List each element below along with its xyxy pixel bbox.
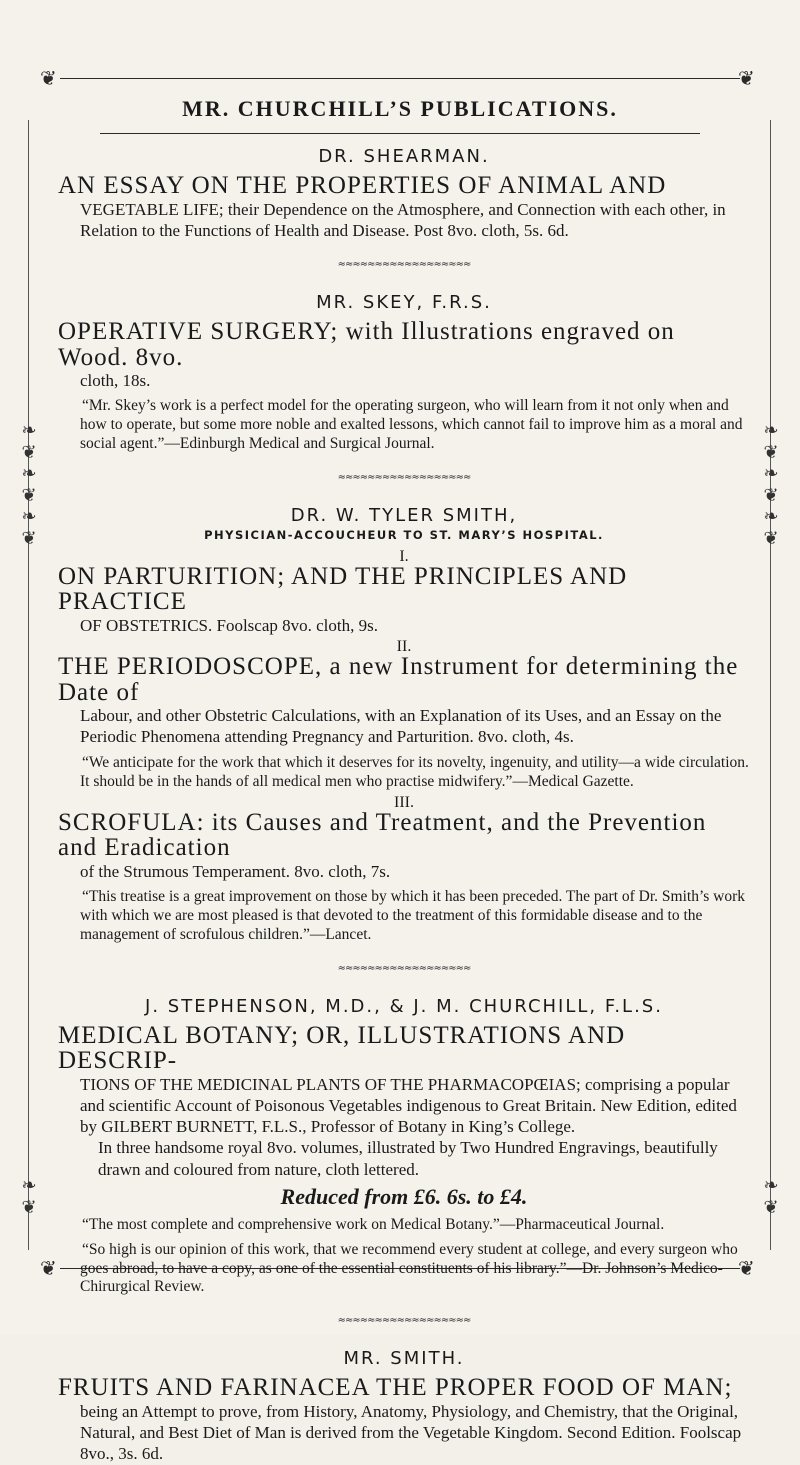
price-line: Reduced from £6. 6s. to £4. [280,1183,528,1209]
left-border-rule [28,120,31,1250]
vine-ornament-icon: ❧ ❦ ❧ ❦ ❧ ❦ [21,420,37,549]
author-subtitle: PHYSICIAN-ACCOUCHEUR TO ST. MARY’S HOSPITAL. [204,527,604,542]
section-divider: ≈≈≈≈≈≈≈≈≈≈≈≈≈≈≈≈≈≈ [337,471,471,483]
review-quote: “Mr. Skey’s work is a perfect model for the operating surgeon, who will learn from it not only when and how to operate, but some more noble and exalted lessons, which cannot fail to improve him as a moral and social agent.”—Edinburgh Medical and Surgical Journal. [80,397,743,453]
corner-ornament-icon: ❦ [40,66,57,90]
book-title: ON PARTURITION; AND THE PRINCIPLES AND PRACTICE [58,562,628,616]
header-underline-rule [100,133,700,136]
book-title: AN ESSAY ON THE PROPERTIES OF ANIMAL AND [58,172,667,199]
book-description: Labour, and other Obstetric Calculations, with an Explanation of its Uses, and an Essay on the Periodic Phenomena attending Pregnancy and Parturition. 8vo. cloth, 4s. [80,706,722,747]
review-quote: “This treatise is a great improvement on those by which it has been preceded. The part of Dr. Smith’s work with which we are most pleased is that devoted to the treatment of this formidable disease and to the management of scrofulous children.”—Lancet. [80,887,746,943]
corner-ornament-icon: ❦ [738,66,755,90]
book-description: TIONS OF THE MEDICINAL PLANTS OF THE PHARMACOPŒIAS; comprising a popular and scientific Account of Poisonous Vegetables indigenous to Great Britain. New Edition, edited by GILBERT BURNETT, F.L.S., Professor of Botany in King’s College. [80,1074,737,1136]
review-quote: “We anticipate for the work that which it deserves for its novelty, ingenuity, and utility—a wide circulation. It should be in the hands of all medical men who practise midwifery.”—Medical Gazette. [80,753,749,790]
entry-stephenson-churchill [58,996,750,1298]
review-quote: “The most complete and comprehensive work on Medical Botany.”—Pharmaceutical Journal. [82,1215,665,1233]
catalogue-content [58,140,750,1465]
book-title: OPERATIVE SURGERY; with Illustrations engraved on Wood. 8vo. [58,318,675,371]
section-divider: ≈≈≈≈≈≈≈≈≈≈≈≈≈≈≈≈≈≈ [337,1315,471,1327]
author-name: DR. W. TYLER SMITH, [290,504,518,526]
entry-skey [58,292,750,454]
author-name: MR. SKEY, F.R.S. [316,292,492,313]
entry-smith [58,1348,750,1464]
book-description: VEGETABLE LIFE; their Dependence on the Atmosphere, and Connection with each other, in Relation to the Functions of Health and Disease. Post 8vo. cloth, 5s. 6d. [80,199,726,240]
book-title: FRUITS AND FARINACEA THE PROPER FOOD OF MAN; [58,1374,733,1402]
work-numeral: III. [394,793,414,811]
book-title: MEDICAL BOTANY; OR, ILLUSTRATIONS AND DESCRIP- [58,1021,626,1074]
book-title: THE PERIODOSCOPE, a new Instrument for determining the Date of [58,653,739,706]
vine-ornament-icon: ❧ ❦ [763,1175,779,1218]
vine-ornament-icon: ❧ ❦ [21,1175,37,1218]
author-name: DR. SHEARMAN. [318,146,490,167]
work-numeral: I. [399,547,409,565]
section-divider: ≈≈≈≈≈≈≈≈≈≈≈≈≈≈≈≈≈≈ [337,962,471,974]
vine-ornament-icon: ❧ ❦ ❧ ❦ ❧ ❦ [763,420,779,549]
entry-shearman [58,146,750,241]
review-quote: “So high is our opinion of this work, that we recommend every student at college, and every surgeon who goes abroad, to have a copy, as one of the essential constituents of his library.”—Dr. Johnson’s Medico-Chirurgical Review. [80,1240,738,1296]
work-numeral: II. [396,638,412,656]
book-description: of the Strumous Temperament. 8vo. cloth, 7s. [80,861,391,881]
page-title: MR. CHURCHILL’S PUBLICATIONS. [182,96,618,121]
top-border-rule [60,74,740,84]
book-description: being an Attempt to prove, from History, Anatomy, Physiology, and Chemistry, that the Original, Natural, and Best Diet of Man is derived from the Vegetable Kingdom. Second Edition. Foolscap 8vo., 3s. 6d. [80,1401,742,1464]
edition-details: In three handsome royal 8vo. volumes, illustrated by Two Hundred Engravings, beautifully drawn and coloured from nature, cloth lettered. [98,1138,718,1179]
entry-tyler-smith [58,505,750,945]
book-description: OF OBSTETRICS. Foolscap 8vo. cloth, 9s. [80,615,378,635]
author-name: J. STEPHENSON, M.D., & J. M. CHURCHILL, F.L.S. [145,995,663,1017]
book-description: cloth, 18s. [80,371,151,390]
section-divider: ≈≈≈≈≈≈≈≈≈≈≈≈≈≈≈≈≈≈ [337,259,471,270]
right-border-rule [770,120,773,1250]
corner-ornament-icon: ❦ [40,1256,57,1280]
corner-ornament-icon: ❦ [738,1256,755,1280]
author-name: MR. SMITH. [343,1348,465,1370]
book-title: SCROFULA: its Causes and Treatment, and the Prevention and Eradication [58,808,707,862]
